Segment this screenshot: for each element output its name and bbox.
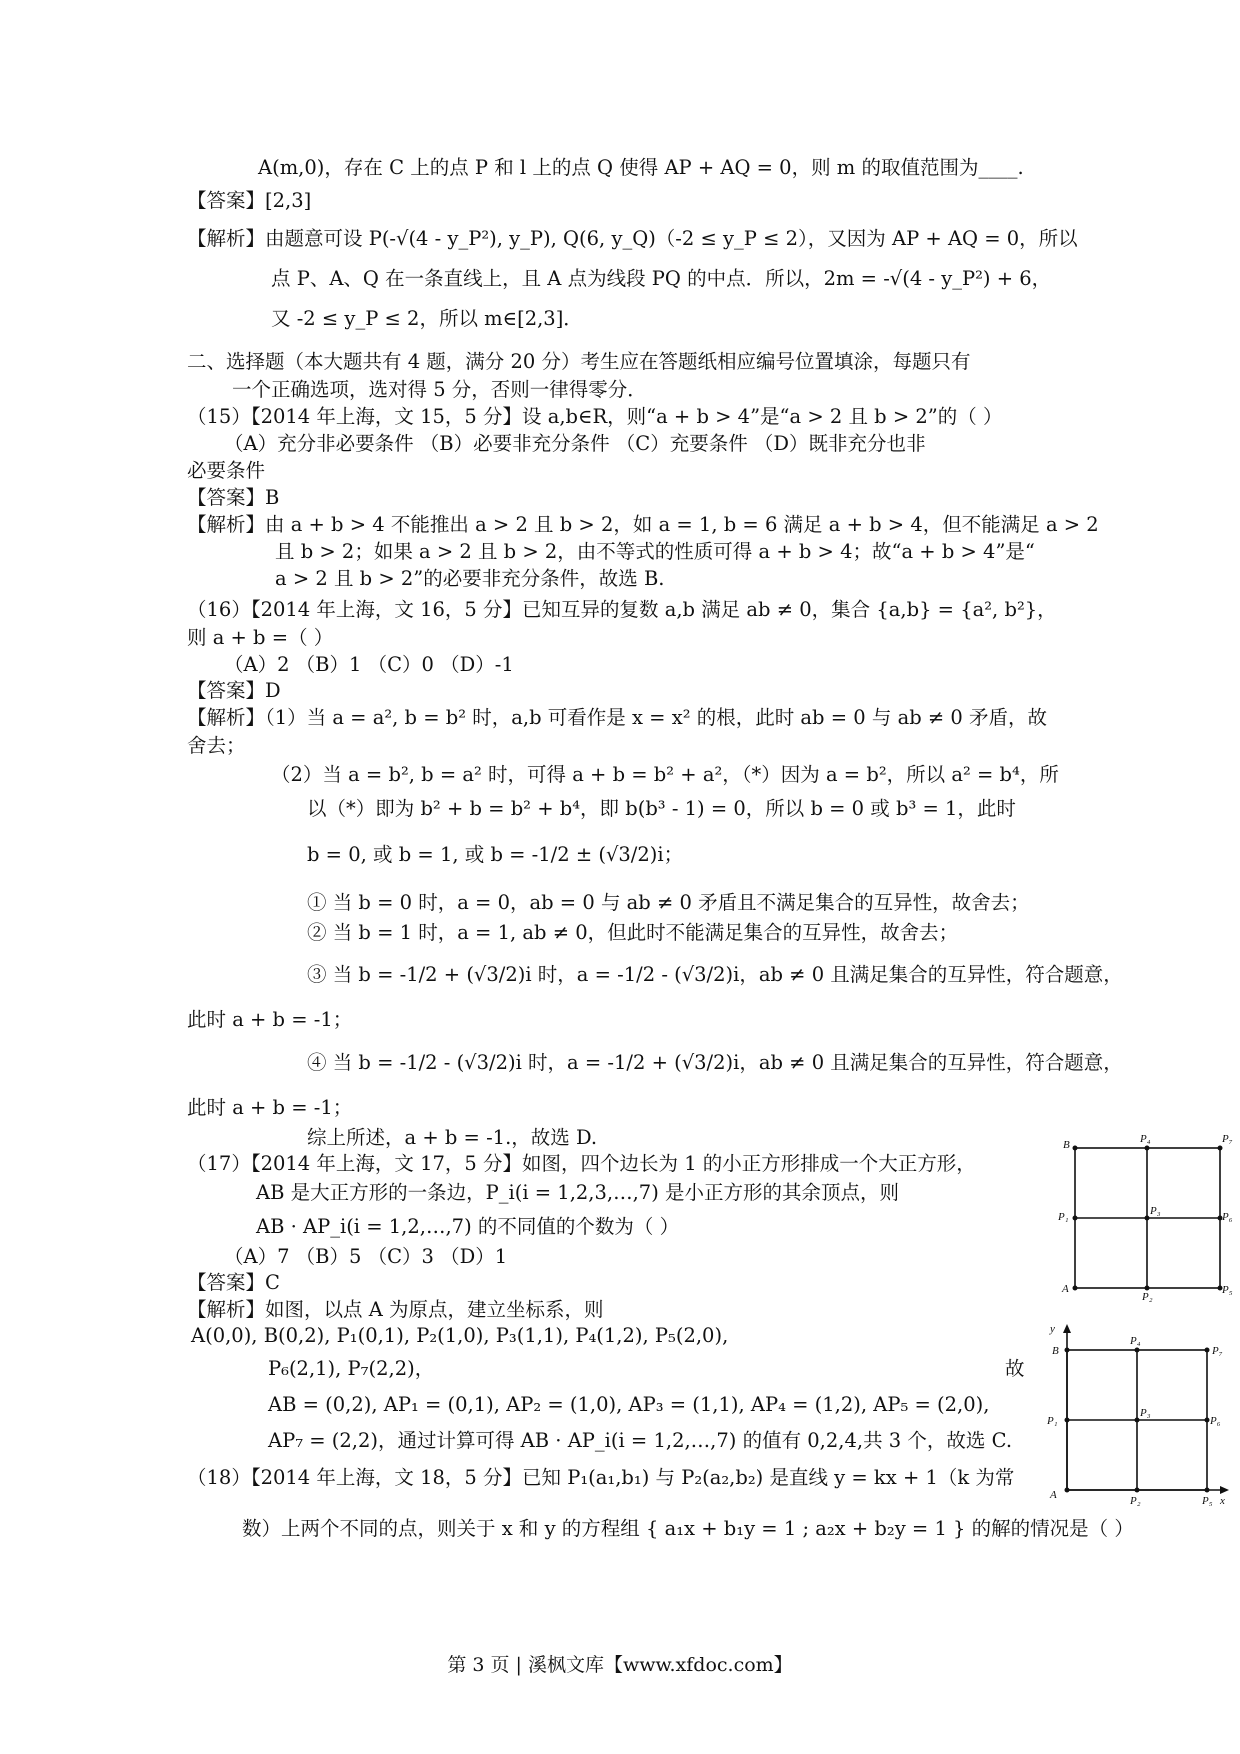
label-P1: P₁ bbox=[1047, 1415, 1058, 1427]
label-y-axis: y bbox=[1050, 1323, 1055, 1335]
text-line: 此时 a + b = -1； bbox=[187, 1008, 353, 1031]
case-1-line: ① 当 b = 0 时，a = 0，ab = 0 与 ab ≠ 0 矛盾且不满足集合的互异性，故舍去； bbox=[307, 891, 1030, 914]
label-P3: P₃ bbox=[1150, 1205, 1161, 1217]
section-heading: 一个正确选项，选对得 5 分，否则一律得零分． bbox=[232, 378, 647, 401]
label-P5: P₅ bbox=[1202, 1495, 1213, 1507]
label-B: B bbox=[1063, 1139, 1070, 1151]
label-P4: P₄ bbox=[1140, 1133, 1151, 1145]
text-line: 又 -2 ≤ y_P ≤ 2，所以 m∈[2,3]． bbox=[271, 307, 583, 330]
label-x-axis: x bbox=[1220, 1495, 1225, 1507]
question-line: （15）【2014 年上海，文 15，5 分】设 a,b∈R，则“a + b > 4”是“a > 2 且 b > 2”的（ ） bbox=[187, 405, 1003, 428]
text-line: AB = (0,2), AP₁ = (0,1), AP₂ = (1,0), AP₃ = (1,1), AP₄ = (1,2), AP₅ = (2,0), bbox=[268, 1393, 990, 1416]
label-B: B bbox=[1052, 1345, 1059, 1357]
analysis-line: 【解析】由 a + b > 4 不能推出 a > 2 且 b > 2，如 a = 1, b = 6 满足 a + b > 4，但不能满足 a > 2 bbox=[187, 513, 1099, 536]
label-P6: P₆ bbox=[1222, 1211, 1233, 1223]
text-line: 此时 a + b = -1； bbox=[187, 1096, 353, 1119]
case-2-line: ② 当 b = 1 时，a = 1, ab ≠ 0，但此时不能满足集合的互异性，故舍去； bbox=[307, 921, 959, 944]
question-line: （17）【2014 年上海，文 17，5 分】如图，四个边长为 1 的小正方形排成一个大正方形， bbox=[187, 1152, 976, 1175]
text-line: 故 bbox=[1005, 1357, 1025, 1380]
answer-line: 【答案】C bbox=[187, 1271, 280, 1294]
text-line: a > 2 且 b > 2”的必要非充分条件，故选 B. bbox=[275, 567, 665, 590]
label-P6: P₆ bbox=[1210, 1415, 1221, 1427]
options-line: 必要条件 bbox=[187, 459, 266, 482]
label-P2: P₂ bbox=[1142, 1291, 1153, 1303]
answer-line: 【答案】[2,3] bbox=[187, 189, 312, 212]
label-P5: P₅ bbox=[1222, 1284, 1233, 1296]
question-line: 则 a + b =（ ） bbox=[187, 626, 334, 649]
text-line: 点 P、A、Q 在一条直线上，且 A 点为线段 PQ 的中点．所以，2m = -√(4 - y_P²) + 6， bbox=[271, 267, 1052, 290]
label-P4: P₄ bbox=[1130, 1335, 1141, 1347]
case-3-line: ③ 当 b = -1/2 + (√3/2)i 时，a = -1/2 - (√3/2)i，ab ≠ 0 且满足集合的互异性，符合题意， bbox=[307, 963, 1123, 986]
text-line: 以（*）即为 b² + b = b² + b⁴，即 b(b³ - 1) = 0，所以 b = 0 或 b³ = 1，此时 bbox=[307, 797, 1016, 820]
question-line: AB 是大正方形的一条边，P_i(i = 1,2,3,…,7) 是小正方形的其余顶点，则 bbox=[256, 1181, 900, 1204]
answer-line: 【答案】D bbox=[187, 679, 281, 702]
analysis-line: 【解析】由题意可设 P(-√(4 - y_P²), y_P), Q(6, y_Q)（-2 ≤ y_P ≤ 2），又因为 AP + AQ = 0，所以 bbox=[187, 227, 1078, 250]
label-A: A bbox=[1062, 1283, 1069, 1295]
figure-2-coordinate-grid bbox=[1040, 1320, 1230, 1510]
section-heading: 二、选择题（本大题共有 4 题，满分 20 分）考生应在答题纸相应编号位置填涂，每题只有 bbox=[187, 350, 971, 373]
options-line: （A）2 （B）1 （C）0 （D）-1 bbox=[224, 653, 514, 676]
label-P1: P₁ bbox=[1058, 1211, 1069, 1223]
question-line: 数）上两个不同的点，则关于 x 和 y 的方程组 { a₁x + b₁y = 1 ; a₂x + b₂y = 1 } 的解的情况是（ ） bbox=[242, 1517, 1134, 1540]
page-footer: 第 3 页 | 溪枫文库【www.xfdoc.com】 bbox=[447, 1654, 793, 1676]
question-line: （18）【2014 年上海，文 18，5 分】已知 P₁(a₁,b₁) 与 P₂(a₂,b₂) 是直线 y = kx + 1（k 为常 bbox=[187, 1466, 1015, 1489]
text-line: A(m,0)，存在 C 上的点 P 和 l 上的点 Q 使得 AP + AQ = 0，则 m 的取值范围为____. bbox=[258, 156, 1024, 179]
label-P2: P₂ bbox=[1130, 1495, 1141, 1507]
conclusion-line: 综上所述，a + b = -1.，故选 D. bbox=[307, 1126, 598, 1149]
text-line: 且 b > 2；如果 a > 2 且 b > 2，由不等式的性质可得 a + b > 4；故“a + b > 4”是“ bbox=[275, 540, 1035, 563]
options-line: （A）7 （B）5 （C）3 （D）1 bbox=[224, 1245, 508, 1268]
label-P3: P₃ bbox=[1140, 1407, 1151, 1419]
figure-1-grid bbox=[1050, 1128, 1233, 1303]
analysis-line: 【解析】（1）当 a = a², b = b² 时，a,b 可看作是 x = x² 的根，此时 ab = 0 与 ab ≠ 0 矛盾，故 bbox=[187, 706, 1048, 729]
analysis-line: 【解析】如图，以点 A 为原点，建立坐标系，则 bbox=[187, 1298, 604, 1321]
answer-line: 【答案】B bbox=[187, 486, 280, 509]
text-line: P₆(2,1), P₇(2,2)， bbox=[268, 1357, 435, 1380]
case-4-line: ④ 当 b = -1/2 - (√3/2)i 时，a = -1/2 + (√3/2)i，ab ≠ 0 且满足集合的互异性，符合题意， bbox=[307, 1051, 1123, 1074]
text-line: b = 0, 或 b = 1, 或 b = -1/2 ± (√3/2)i； bbox=[307, 843, 684, 866]
text-line: 舍去； bbox=[187, 734, 246, 757]
text-line: A(0,0), B(0,2), P₁(0,1), P₂(1,0), P₃(1,1), P₄(1,2), P₅(2,0), bbox=[191, 1324, 729, 1347]
label-P7: P₇ bbox=[1212, 1345, 1223, 1357]
question-line: （16）【2014 年上海，文 16，5 分】已知互异的复数 a,b 满足 ab ≠ 0，集合 {a,b} = {a², b²}， bbox=[187, 598, 1057, 621]
options-line: （A）充分非必要条件 （B）必要非充分条件 （C）充要条件 （D）既非充分也非 bbox=[224, 432, 926, 455]
question-line: AB · AP_i(i = 1,2,…,7) 的不同值的个数为（ ） bbox=[256, 1215, 680, 1238]
label-P7: P₇ bbox=[1222, 1133, 1233, 1145]
text-line: （2）当 a = b², b = a² 时，可得 a + b = b² + a²，（*）因为 a = b²，所以 a² = b⁴，所 bbox=[271, 763, 1059, 786]
text-line: AP₇ = (2,2)，通过计算可得 AB · AP_i(i = 1,2,…,7) 的值有 0,2,4,共 3 个，故选 C. bbox=[268, 1429, 1013, 1452]
label-A: A bbox=[1050, 1489, 1057, 1501]
